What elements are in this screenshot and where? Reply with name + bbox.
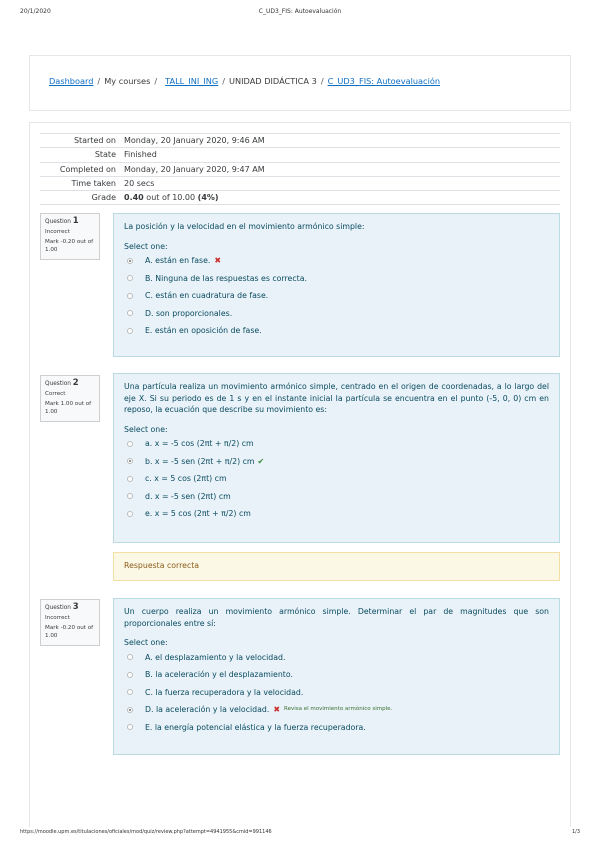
answer-option[interactable]: B. Ninguna de las respuestas es correcta. (124, 270, 549, 288)
select-one-label: Select one: (124, 241, 168, 251)
answer-option[interactable]: E. la energía potencial elástica y la fuerza recuperadora. (124, 719, 549, 737)
question-1-content (113, 213, 560, 357)
incorrect-icon: ✖ (273, 705, 281, 714)
time-taken-label: Time taken (71, 179, 116, 189)
question-number: Question 3 (45, 602, 79, 612)
answer-option[interactable]: C. la fuerza recuperadora y la velocidad. (124, 684, 549, 702)
question-status: Incorrect (45, 615, 70, 621)
incorrect-icon: ✖ (214, 256, 222, 265)
attempt-summary-table (40, 133, 560, 205)
answer-option[interactable]: D. son proporcionales. (124, 305, 549, 323)
radio[interactable] (127, 476, 133, 482)
breadcrumb-my-courses: My courses (104, 76, 151, 86)
page-number: 1/3 (571, 829, 580, 835)
grade-value-cell (123, 191, 560, 205)
answer-option[interactable]: B. la aceleración y el desplazamiento. (124, 666, 549, 684)
started-on-label: Started on (73, 136, 116, 146)
answer-option[interactable]: D. la aceleración y la velocidad. ✖ Revisa el movimiento armónico simple. (124, 701, 549, 719)
question-1-info (40, 213, 100, 260)
breadcrumb-unit: UNIDAD DIDÁCTICA 3 (229, 76, 317, 86)
question-mark: Mark -0.20 out of 1.00 (45, 239, 94, 253)
question-text: Una partícula realiza un movimiento armónico simple, centrado en el origen de coordenadas, a lo largo del eje X. Si su periodo es de 1 s y en el instante inicial la partícula se encuentra en el punto (-5, 0, 0) cm en reposo, la ecuación que describe su movimiento es: (124, 382, 549, 414)
answer-option[interactable]: A. están en fase. ✖ (124, 252, 549, 270)
radio[interactable] (127, 672, 133, 678)
breadcrumb-separator: / (222, 76, 225, 86)
question-3-content (113, 598, 560, 755)
summary-row-completed (40, 162, 560, 176)
radio[interactable] (127, 328, 133, 334)
breadcrumb-dashboard-link[interactable]: Dashboard (49, 76, 94, 86)
grade-percent: (4%) (197, 193, 219, 203)
answer-option[interactable]: c. x = 5 cos (2πt) cm (124, 470, 549, 488)
breadcrumb-separator: / (154, 76, 158, 86)
state-label: State (94, 150, 116, 160)
summary-row-state (40, 148, 560, 162)
print-date: 20/1/2020 (20, 8, 51, 15)
print-title: C_UD3_FIS: Autoevaluación (258, 8, 342, 15)
radio-selected[interactable] (127, 258, 133, 264)
answer-option[interactable]: C. están en cuadratura de fase. (124, 287, 549, 305)
breadcrumb (49, 76, 440, 86)
answer-option[interactable]: a. x = -5 cos (2πt + π/2) cm (124, 435, 549, 453)
completed-on-label: Completed on (59, 164, 116, 174)
radio[interactable] (127, 511, 133, 517)
radio[interactable] (127, 275, 133, 281)
radio[interactable] (127, 310, 133, 316)
breadcrumb-quiz-link[interactable]: C_UD3_FIS: Autoevaluación (327, 76, 441, 86)
radio[interactable] (127, 441, 133, 447)
correct-icon: ✔ (257, 456, 265, 466)
summary-row-grade (40, 191, 560, 205)
select-one-label: Select one: (124, 638, 168, 647)
breadcrumb-separator: / (320, 76, 324, 86)
radio[interactable] (127, 293, 133, 299)
radio-selected[interactable] (127, 458, 133, 464)
breadcrumb-course-link[interactable]: TALL_INI_ING (165, 76, 219, 86)
question-status: Incorrect (45, 229, 70, 235)
question-text: Un cuerpo realiza un movimiento armónico simple. Determinar el par de magnitudes que son proporcionales entre sí: (124, 607, 549, 628)
completed-on-value: Monday, 20 January 2020, 9:47 AM (124, 164, 265, 174)
breadcrumb-separator: / (97, 76, 101, 86)
answer-option[interactable]: b. x = -5 sen (2πt + π/2) cm ✔ (124, 453, 549, 471)
radio[interactable] (127, 493, 133, 499)
answer-option[interactable]: E. están en oposición de fase. (124, 322, 549, 340)
inline-feedback: Revisa el movimiento armónico simple. (284, 706, 393, 712)
question-status: Correct (45, 391, 66, 397)
summary-row-started (40, 134, 560, 148)
question-2-feedback: Respuesta correcta (113, 552, 560, 581)
print-url: https://moodle.upm.es/titulaciones/oficiales/mod/quiz/review.php?attempt=4941955&cmid=991146 (20, 829, 272, 835)
radio[interactable] (127, 724, 133, 730)
answer-option[interactable]: A. el desplazamiento y la velocidad. (124, 649, 549, 667)
question-mark: Mark -0.20 out of 1.00 (45, 625, 94, 639)
state-value: Finished (124, 150, 157, 160)
breadcrumb-container (29, 55, 571, 111)
summary-row-time (40, 176, 560, 190)
question-number: Question 2 (45, 378, 79, 388)
answer-option[interactable]: d. x = -5 sen (2πt) cm (124, 488, 549, 506)
question-text: La posición y la velocidad en el movimiento armónico simple: (124, 222, 365, 231)
time-taken-value: 20 secs (124, 179, 155, 189)
radio[interactable] (127, 689, 133, 695)
question-2-info (40, 375, 100, 422)
question-number: Question 1 (45, 216, 79, 226)
grade-label: Grade (91, 193, 116, 203)
question-mark: Mark 1.00 out of 1.00 (45, 401, 92, 415)
question-3-info (40, 599, 100, 646)
question-2-content (113, 373, 560, 543)
started-on-value: Monday, 20 January 2020, 9:46 AM (124, 136, 265, 146)
print-header (0, 8, 600, 20)
radio-selected[interactable] (127, 707, 133, 713)
radio[interactable] (127, 654, 133, 660)
grade-value: 0.40 (124, 193, 144, 203)
select-one-label: Select one: (124, 424, 168, 434)
grade-out-of: out of 10.00 (146, 193, 196, 203)
answer-option[interactable]: e. x = 5 cos (2πt + π/2) cm (124, 505, 549, 523)
